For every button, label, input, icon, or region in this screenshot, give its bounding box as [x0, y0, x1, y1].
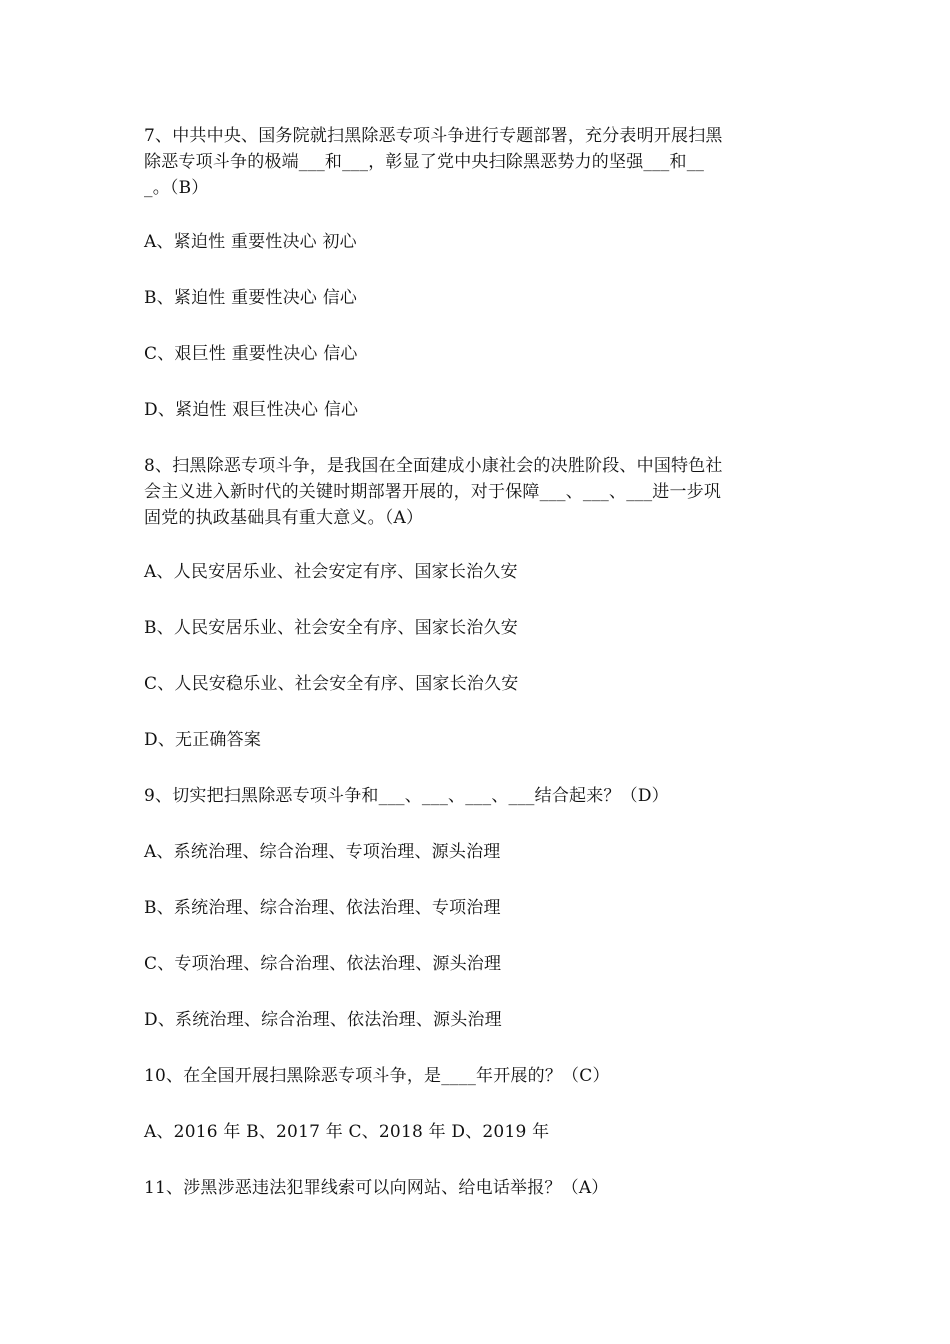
question-8-option-c: C、人民安稳乐业、社会安全有序、国家长治久安 — [144, 674, 519, 694]
question-7-option-c: C、艰巨性 重要性决心 信心 — [144, 344, 358, 364]
question-9-option-b: B、系统治理、综合治理、依法治理、专项治理 — [144, 898, 501, 918]
question-11-line-1: 11、涉黑涉恶违法犯罪线索可以向网站、给电话举报？（A） — [144, 1178, 609, 1198]
question-8-line-2: 会主义进入新时代的关键时期部署开展的，对于保障___、___、___进一步巩 — [144, 482, 722, 502]
question-8-option-d: D、无正确答案 — [144, 730, 262, 750]
question-7-option-b: B、紧迫性 重要性决心 信心 — [144, 288, 358, 308]
question-7-line-3: _。（B） — [144, 178, 209, 198]
question-7-option-d: D、紧迫性 艰巨性决心 信心 — [144, 400, 359, 420]
question-8-option-b: B、人民安居乐业、社会安全有序、国家长治久安 — [144, 618, 518, 638]
question-7-line-1: 7、中共中央、国务院就扫黑除恶专项斗争进行专题部署，充分表明开展扫黑 — [144, 126, 723, 146]
question-7-line-2: 除恶专项斗争的极端___和___，彰显了党中央扫除黑恶势力的坚强___和__ — [144, 152, 705, 172]
question-10-options: A、2016 年 B、2017 年 C、2018 年 D、2019 年 — [144, 1122, 550, 1142]
question-9-option-d: D、系统治理、综合治理、依法治理、源头治理 — [144, 1010, 502, 1030]
question-8-line-1: 8、扫黑除恶专项斗争，是我国在全面建成小康社会的决胜阶段、中国特色社 — [144, 456, 723, 476]
question-9-line-1: 9、切实把扫黑除恶专项斗争和___、___、___、___结合起来？（D） — [144, 786, 669, 806]
question-7-option-a: A、紧迫性 重要性决心 初心 — [144, 232, 357, 252]
question-9-option-a: A、系统治理、综合治理、专项治理、源头治理 — [144, 842, 501, 862]
question-8-option-a: A、人民安居乐业、社会安定有序、国家长治久安 — [144, 562, 518, 582]
question-9-option-c: C、专项治理、综合治理、依法治理、源头治理 — [144, 954, 502, 974]
question-10-line-1: 10、在全国开展扫黑除恶专项斗争，是____年开展的？（C） — [144, 1066, 610, 1086]
question-8-line-3: 固党的执政基础具有重大意义。（A） — [144, 508, 424, 528]
